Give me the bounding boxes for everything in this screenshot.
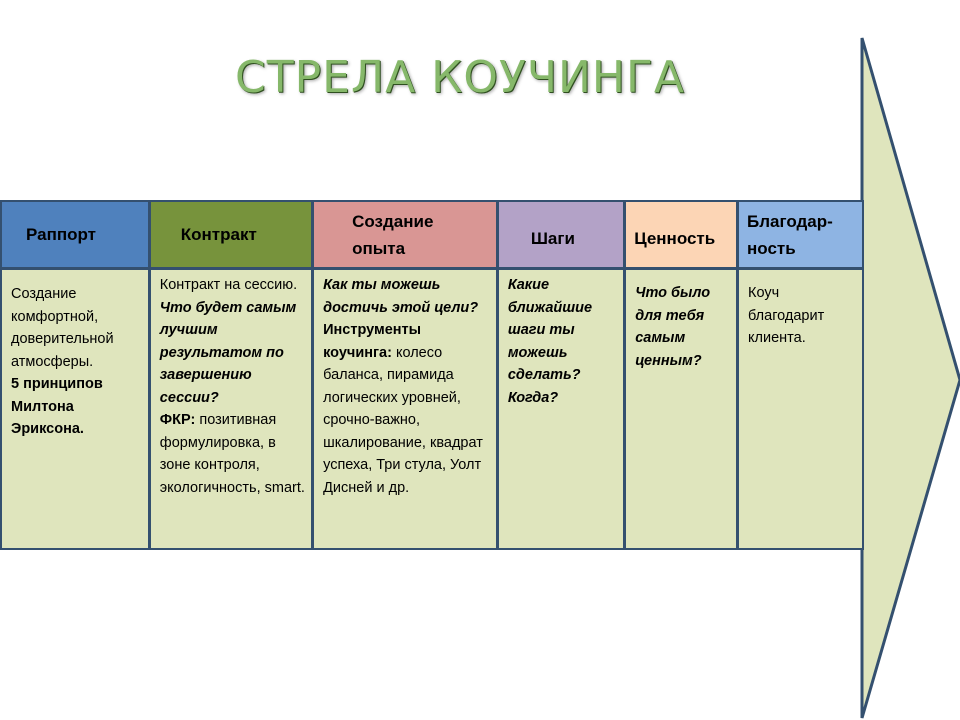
cell-italic-text: Что было для тебя самым ценным?: [635, 285, 711, 369]
column-value: [626, 202, 739, 548]
column-header-label: Ценность: [634, 229, 716, 248]
column-rapport: [2, 202, 151, 548]
cell-mixed-text: [160, 409, 305, 499]
column-header-label: Шаги: [530, 229, 575, 248]
cell-bold-text: Инструменты коучинга:: [323, 322, 422, 361]
cell-bold-text: 5 принципов Милтона Эриксона.: [11, 376, 103, 437]
cell-text: Коуч благодарит клиента.: [748, 285, 825, 346]
column-header-steps: [499, 202, 623, 270]
coaching-arrow-table: [0, 200, 864, 550]
cell-text: колесо баланса, пирамида логических уровней, срочно-важно, шкалирование, квадрат успеха, Три стула, Уолт Дисней и др.: [323, 344, 483, 496]
cell-text: позитивная формулировка, в зоне контроля, экологичность, smart.: [159, 412, 305, 496]
column-header-rapport: [2, 202, 148, 270]
cell-italic-text: Какие ближайшие шаги ты можешь сделать? Когда?: [507, 277, 593, 406]
column-header-contract: [151, 202, 311, 270]
column-cell-experience: [314, 270, 496, 548]
column-header-label: Контракт: [180, 225, 257, 244]
column-header-label: Благодар-ность: [747, 212, 833, 258]
column-header-thanks: [739, 202, 862, 270]
column-thanks: [739, 202, 862, 548]
cell-italic-text: Что будет самым лучшим результатом по завершению сессии?: [159, 299, 297, 406]
column-header-value: [626, 202, 736, 270]
column-experience: [314, 202, 499, 548]
column-cell-value: [626, 270, 736, 548]
cell-mixed-text: [323, 319, 490, 499]
cell-text: Контракт на сессию.: [159, 277, 298, 293]
column-cell-steps: [499, 270, 623, 548]
column-header-experience: [314, 202, 496, 270]
column-steps: [499, 202, 626, 548]
slide-title: СТРЕЛА КОУЧИНГА: [235, 52, 685, 103]
column-header-label: Создание опыта: [352, 212, 434, 258]
column-contract: [151, 202, 314, 548]
cell-bold-text: ФКР:: [159, 412, 196, 428]
column-cell-rapport: [2, 270, 148, 548]
column-cell-contract: [151, 270, 311, 548]
cell-italic-text: Как ты можешь достичь этой цели?: [323, 277, 479, 316]
column-cell-thanks: [739, 270, 862, 548]
cell-text: Создание комфортной, доверительной атмосферы.: [11, 286, 114, 370]
column-header-label: Раппорт: [26, 225, 96, 244]
